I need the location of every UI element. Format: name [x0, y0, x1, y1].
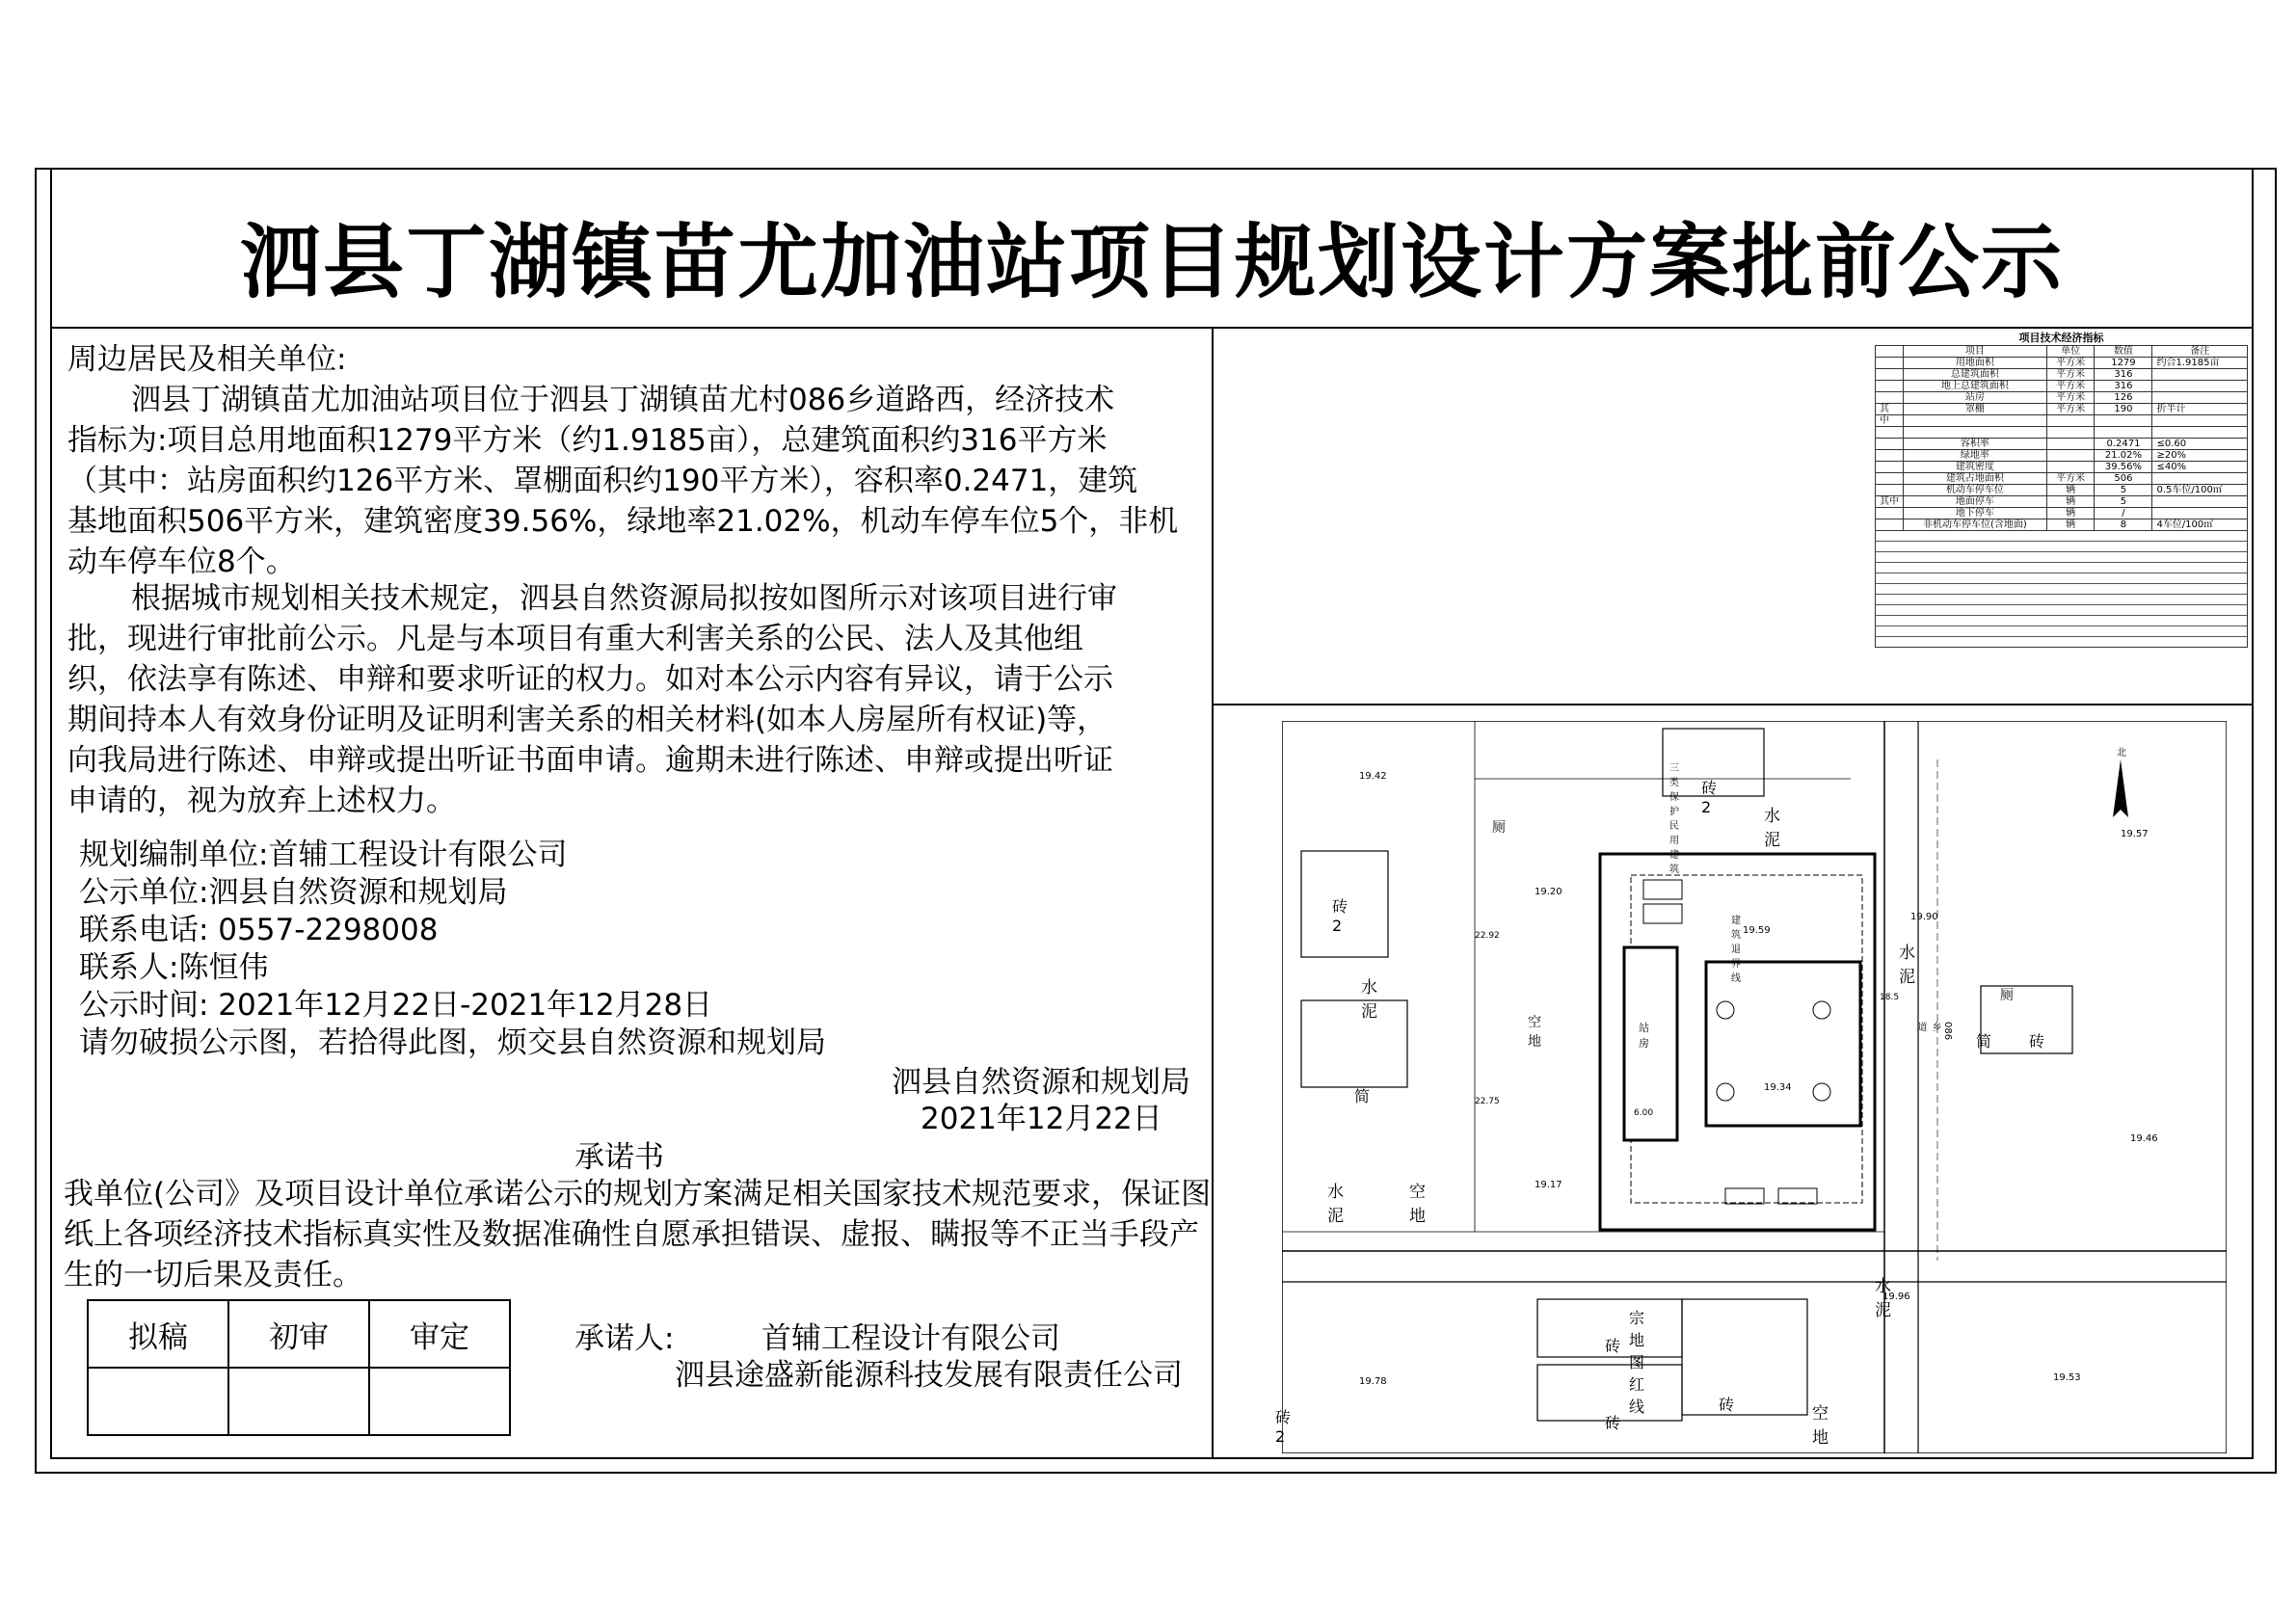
indicator-cell	[2046, 450, 2095, 462]
indicator-cell: /	[2095, 508, 2152, 519]
indicator-cell	[2095, 427, 2152, 439]
dimension: 22.92	[1475, 931, 1500, 941]
elevation: 19.57	[2121, 829, 2149, 839]
indicator-cell	[1876, 462, 1904, 473]
indicator-cell	[2046, 462, 2095, 473]
elevation: 19.96	[1882, 1291, 1910, 1302]
indicator-cell: 190	[2095, 404, 2152, 415]
elevation: 19.42	[1359, 771, 1387, 782]
dispenser	[1717, 1083, 1734, 1101]
map-label: 水泥	[1764, 807, 1780, 850]
indicator-header: 备注	[2152, 346, 2248, 358]
map-label: 砖	[1605, 1337, 1621, 1355]
indicator-header: 单位	[2046, 346, 2095, 358]
indicator-cell	[1876, 439, 1904, 450]
elevation: 19.53	[2053, 1372, 2081, 1383]
indicator-row	[1876, 508, 2248, 519]
map-label: 水泥	[1361, 978, 1377, 1022]
page-title: 泗县丁湖镇苗尤加油站项目规划设计方案批前公示	[239, 215, 2064, 309]
parking-space	[1778, 1188, 1817, 1204]
dispenser	[1813, 1083, 1830, 1101]
indicator-cell: 中	[1876, 415, 1904, 427]
indicator-row	[1876, 439, 2248, 450]
indicator-cell	[2046, 439, 2095, 450]
indicator-header-row	[1876, 346, 2248, 358]
elevation: 19.20	[1535, 887, 1562, 897]
indicator-cell	[1876, 427, 1904, 439]
indicator-cell: 建筑密度	[1904, 462, 2047, 473]
indicator-table	[1875, 345, 2248, 531]
pledger-label: 承诺人:	[574, 1321, 675, 1356]
indicator-row	[1876, 496, 2248, 508]
indicator-cell: 总建筑面积	[1904, 369, 2047, 381]
indicator-cell	[2152, 415, 2248, 427]
indicator-cell: 辆	[2046, 519, 2095, 531]
building	[1682, 1299, 1807, 1415]
building	[1981, 986, 2072, 1053]
notice-line: 泗县丁湖镇苗尤加油站项目位于泗县丁湖镇苗尤村086乡道路西，经济技术	[131, 383, 1115, 417]
indicator-row	[1876, 404, 2248, 415]
indicator-cell: 5	[2095, 496, 2152, 508]
signoff-cell[interactable]	[228, 1368, 369, 1435]
indicator-cell: 辆	[2046, 485, 2095, 496]
notice-line: 基地面积506平方米，建筑密度39.56%，绿地率21.02%，机动车停车位5个，非机	[67, 504, 1179, 539]
indicator-cell: 罩棚	[1904, 404, 2047, 415]
map-label: 水泥	[1327, 1183, 1344, 1226]
indicator-cell: 1279	[2095, 358, 2152, 369]
issuer-name: 泗县自然资源和规划局	[892, 1065, 1190, 1100]
map-label: 空地	[1528, 1015, 1541, 1050]
map-label: 水泥	[1899, 944, 1915, 987]
notice-line: 批，现进行审批前公示。凡是与本项目有重大利害关系的公民、法人及其他组	[67, 622, 1083, 656]
elevation: 19.46	[2130, 1133, 2158, 1144]
map-label: 砖	[2029, 1032, 2045, 1051]
indicator-cell: 地上总建筑面积	[1904, 381, 2047, 392]
indicator-cell: 建筑占地面积	[1904, 473, 2047, 485]
salutation: 周边居民及相关单位:	[67, 342, 347, 377]
title-divider	[50, 327, 2254, 329]
indicator-row	[1876, 392, 2248, 404]
dispenser	[1717, 1001, 1734, 1019]
indicator-cell	[1876, 392, 1904, 404]
indicator-cell: 辆	[2046, 496, 2095, 508]
indicator-cell: ≤40%	[2152, 462, 2248, 473]
indicator-header: 项目	[1904, 346, 2047, 358]
indicator-cell	[1876, 519, 1904, 531]
indicator-cell	[1904, 427, 2047, 439]
indicator-cell	[2152, 427, 2248, 439]
indicator-cell: 平方米	[2046, 358, 2095, 369]
indicator-cell: 站房	[1904, 392, 2047, 404]
map-label: 简	[1976, 1032, 1992, 1051]
map-label: 三类保护民用建筑	[1669, 763, 1679, 875]
indicator-cell: 容积率	[1904, 439, 2047, 450]
indicator-header: 数值	[2095, 346, 2152, 358]
contact-block	[79, 837, 826, 1062]
map-label: 站房	[1639, 1022, 1649, 1050]
map-label: 砖	[1605, 1414, 1621, 1432]
indicator-row	[1876, 427, 2248, 439]
notice-line: 向我局进行陈述、申辩或提出听证书面申请。逾期未进行陈述、申辩或提出听证	[67, 743, 1113, 778]
indicator-row	[1876, 462, 2248, 473]
map-label: 建筑退界线	[1731, 916, 1741, 984]
indicator-row	[1876, 415, 2248, 427]
indicator-row	[1876, 519, 2248, 531]
map-label: 砖2	[1275, 1408, 1292, 1446]
map-label: 砖2	[1701, 779, 1718, 816]
indicator-cell: 绿地率	[1904, 450, 2047, 462]
phone: 联系电话: 0557-2298008	[79, 913, 439, 947]
parking-space	[1725, 1188, 1764, 1204]
indicator-cell	[1876, 450, 1904, 462]
indicator-cell: 机动车停车位	[1904, 485, 2047, 496]
signoff-cell[interactable]	[369, 1368, 510, 1435]
indicator-cell: 316	[2095, 381, 2152, 392]
dimension: 18.5	[1880, 993, 1900, 1002]
pledger-company-2: 泗县途盛新能源科技发展有限责任公司	[675, 1358, 1183, 1393]
indicator-row	[1876, 369, 2248, 381]
map-label: 北	[2117, 748, 2126, 759]
map-label: 简	[1354, 1087, 1371, 1105]
notice-paragraph-1	[67, 380, 1205, 582]
planner-unit: 规划编制单位:首辅工程设计有限公司	[79, 838, 568, 872]
indicator-cell	[1876, 358, 1904, 369]
indicator-cell	[2152, 381, 2248, 392]
elevation: 19.17	[1535, 1180, 1562, 1190]
indicator-cell: 地下停车	[1904, 508, 2047, 519]
signoff-header-review: 初审	[228, 1300, 369, 1368]
indicator-cell: 平方米	[2046, 369, 2095, 381]
parking-space	[1643, 880, 1682, 899]
notice-line: 申请的，视为放弃上述权力。	[67, 784, 456, 818]
site-plan-map	[1282, 721, 2227, 1453]
indicator-cell: 21.02%	[2095, 450, 2152, 462]
indicator-cell: ≥20%	[2152, 450, 2248, 462]
indicator-cell	[1876, 473, 1904, 485]
map-label: 砖	[1719, 1396, 1735, 1414]
indicator-cell: 非机动车停车位(含地面)	[1904, 519, 2047, 531]
indicator-cell	[2152, 392, 2248, 404]
indicator-cell	[1876, 381, 1904, 392]
map-label: 砖2	[1332, 897, 1348, 935]
notice-line: （其中：站房面积约126平方米、罩棚面积约190平方米），容积率0.2471，建筑	[67, 464, 1138, 498]
indicator-cell	[2152, 508, 2248, 519]
pledge-line: 生的一切后果及责任。	[64, 1258, 362, 1292]
contact-person: 联系人:陈恒伟	[79, 950, 269, 985]
publish-period: 公示时间: 2021年12月22日-2021年12月28日	[79, 988, 713, 1023]
map-border	[1282, 721, 2227, 1453]
pledger-company-1: 首辅工程设计有限公司	[761, 1321, 1060, 1356]
indicator-cell	[2152, 496, 2248, 508]
indicator-row	[1876, 381, 2248, 392]
elevation: 19.90	[1910, 912, 1938, 922]
pledge-heading: 承诺书	[574, 1140, 664, 1175]
indicator-empty-rows	[1875, 531, 2248, 648]
signoff-cell[interactable]	[88, 1368, 228, 1435]
indicator-cell: 8	[2095, 519, 2152, 531]
indicator-cell	[2046, 427, 2095, 439]
indicator-cell: 约合1.9185亩	[2152, 358, 2248, 369]
pledge-text	[64, 1174, 1211, 1295]
signoff-header-approve: 审定	[369, 1300, 510, 1368]
issuer-date: 2021年12月22日	[921, 1102, 1162, 1136]
indicator-row	[1876, 473, 2248, 485]
map-label: 厕	[1492, 820, 1506, 836]
indicator-cell: 126	[2095, 392, 2152, 404]
map-label: 厕	[2000, 988, 2014, 1003]
notice-line: 期间持本人有效身份证明及证明利害关系的相关材料(如本人房屋所有权证)等，	[67, 703, 1108, 737]
north-arrow	[2113, 759, 2128, 817]
indicator-row	[1876, 450, 2248, 462]
elevation: 19.34	[1764, 1082, 1792, 1093]
notice-paragraph-2	[67, 578, 1205, 821]
indicator-cell: 用地面积	[1904, 358, 2047, 369]
map-label: 宗地图红线	[1629, 1309, 1645, 1416]
indicator-cell: 0.5车位/100㎡	[2152, 485, 2248, 496]
parking-space	[1643, 904, 1682, 923]
elevation: 19.59	[1743, 925, 1771, 936]
building	[1301, 1000, 1407, 1087]
indicator-cell: ≤0.60	[2152, 439, 2248, 450]
indicator-cell	[1876, 369, 1904, 381]
indicator-row	[1876, 485, 2248, 496]
indicator-caption: 项目技术经济指标	[2018, 332, 2104, 344]
center-divider	[1212, 327, 1214, 1459]
signoff-header-draft: 拟稿	[88, 1300, 228, 1368]
elevation: 19.78	[1359, 1376, 1387, 1387]
dimension: 6.00	[1634, 1108, 1654, 1118]
pledge-line: 我单位(公司》及项目设计单位承诺公示的规划方案满足相关国家技术规范要求，保证图	[64, 1177, 1212, 1211]
indicator-table-block	[1875, 332, 2248, 648]
indicator-cell	[1904, 415, 2047, 427]
indicator-row	[1876, 358, 2248, 369]
indicator-body	[1876, 358, 2248, 531]
canopy	[1706, 962, 1860, 1126]
map-label: 空地	[1812, 1404, 1829, 1448]
right-divider	[1212, 704, 2254, 706]
indicator-cell: 其中	[1876, 496, 1904, 508]
indicator-cell	[2095, 415, 2152, 427]
indicator-cell: 辆	[2046, 508, 2095, 519]
indicator-cell: 316	[2095, 369, 2152, 381]
notice-line: 织，依法享有陈述、申辩和要求听证的权力。如对本公示内容有异议，请于公示	[67, 662, 1113, 697]
indicator-cell: 39.56%	[2095, 462, 2152, 473]
map-label: 空地	[1409, 1183, 1426, 1226]
indicator-cell: 平方米	[2046, 404, 2095, 415]
notice-line: 动车停车位8个。	[67, 545, 296, 579]
pledge-line: 纸上各项经济技术指标真实性及数据准确性自愿承担错误、虚报、瞒报等不正当手段产	[64, 1217, 1199, 1252]
indicator-cell: 地面停车	[1904, 496, 2047, 508]
indicator-cell: 其	[1876, 404, 1904, 415]
map-label: 水泥	[1875, 1277, 1891, 1320]
indicator-cell: 0.2471	[2095, 439, 2152, 450]
indicator-cell: 平方米	[2046, 381, 2095, 392]
indicator-cell: 平方米	[2046, 392, 2095, 404]
indicator-cell: 4车位/100㎡	[2152, 519, 2248, 531]
indicator-cell	[2046, 415, 2095, 427]
dispenser	[1813, 1001, 1830, 1019]
indicator-cell	[2152, 369, 2248, 381]
indicator-cell	[1876, 508, 1904, 519]
signoff-table	[87, 1299, 511, 1436]
indicator-cell	[1876, 485, 1904, 496]
preserve-notice: 请勿破损公示图，若拾得此图，烦交县自然资源和规划局	[79, 1025, 826, 1060]
notice-line: 指标为:项目总用地面积1279平方米（约1.9185亩），总建筑面积约316平方米	[67, 423, 1108, 458]
indicator-cell: 5	[2095, 485, 2152, 496]
indicator-cell: 506	[2095, 473, 2152, 485]
publisher-unit: 公示单位:泗县自然资源和规划局	[79, 875, 508, 910]
indicator-cell: 平方米	[2046, 473, 2095, 485]
map-label: 086乡道	[1915, 1022, 1953, 1041]
notice-line: 根据城市规划相关技术规定，泗县自然资源局拟按如图所示对该项目进行审	[131, 581, 1117, 616]
indicator-cell: 折半计	[2152, 404, 2248, 415]
indicator-cell	[2152, 473, 2248, 485]
dimension: 22.75	[1475, 1097, 1500, 1106]
